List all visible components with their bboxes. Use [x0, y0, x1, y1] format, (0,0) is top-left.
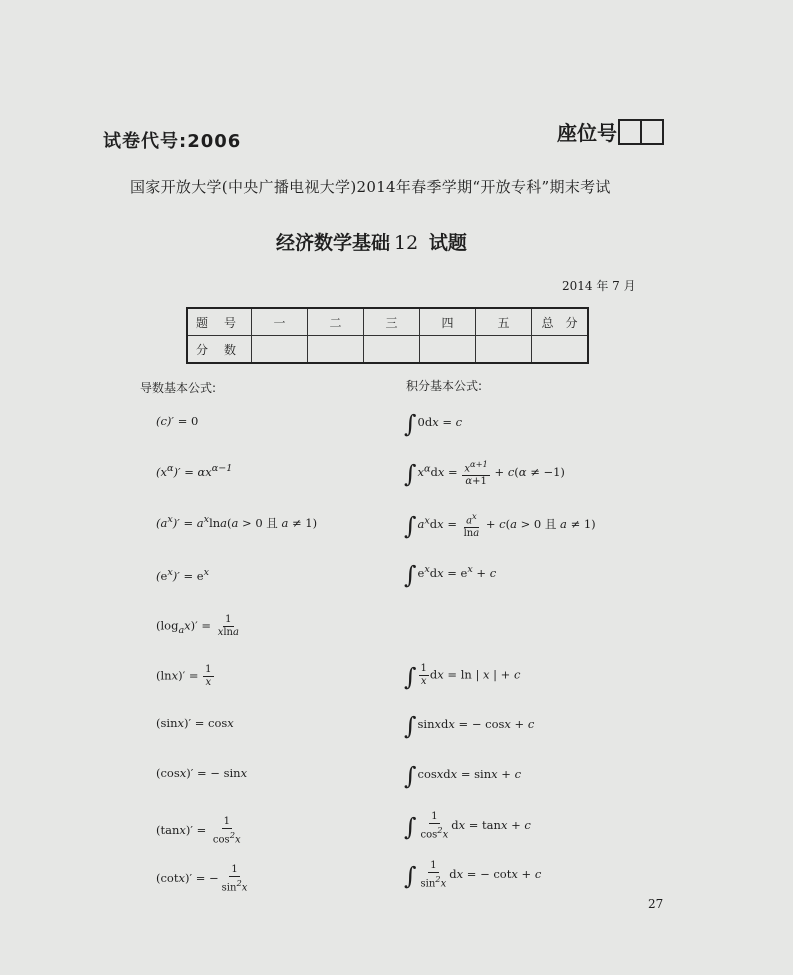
subject-title	[276, 228, 467, 255]
score-cell: 二	[308, 308, 364, 336]
score-cell: 五	[476, 308, 532, 336]
integrals-title: 积分基本公式:	[406, 379, 483, 393]
subject-name: 经济数学基础	[276, 232, 391, 254]
score-cell: 三	[364, 308, 420, 336]
formula-integral-cos: ∫cosxdx = sinx + c	[404, 762, 522, 790]
score-cell: 分 数	[187, 336, 252, 364]
score-input-cell[interactable]	[364, 336, 420, 364]
score-cell: 一	[252, 308, 308, 336]
score-table-header-row	[187, 308, 588, 336]
score-input-cell[interactable]	[252, 336, 308, 364]
formula-integral-power: $\int x^\alpha dx$ = $\frac{x^{\alpha+1}}{\alpha+1}$ + c(α ≠ −1)	[404, 459, 565, 489]
paper-code: 试卷代号:2006	[103, 131, 242, 152]
formula-derivative-ln: (lnx)′ = $\frac{1}{x}$	[156, 664, 212, 688]
formula-derivative-log: $(\log_ax)'$ = $\frac{1}{xlna}$	[156, 614, 239, 638]
formula-derivative-natural-exp: $(e^x)' = e^x$	[156, 567, 209, 583]
score-input-cell[interactable]	[476, 336, 532, 364]
formula-integral-exponential: $\int a^xdx$ = $\frac{a^x}{\ln a}$ + c(a > 0 且 a ≠ 1)	[404, 511, 596, 541]
page-number: 27	[648, 897, 664, 911]
score-cell: 题 号	[187, 308, 252, 336]
exam-date: 2014 年 7 月	[562, 279, 636, 293]
score-input-cell[interactable]	[308, 336, 364, 364]
formula-integral-sin: ∫sinxdx = − cosx + c	[404, 712, 535, 740]
formula-derivative-cot: (cotx)′ = − $\frac{1}{\sin^2x}$	[156, 864, 248, 894]
formula-integral-sec2: ∫ $\frac{1}{\cos^2x}$ dx = tanx + c	[404, 811, 531, 842]
score-table	[186, 307, 589, 364]
subject-code: 12	[394, 232, 419, 254]
subject-suffix: 试题	[428, 232, 467, 254]
formula-derivative-tan: (tanx)′ = $\frac{1}{\cos^2x}$	[156, 816, 241, 846]
formula-derivative-power: $(x^\alpha)' = \alpha x^{\alpha-1}$	[156, 463, 233, 479]
exam-title: 国家开放大学(中央广播电视大学)2014年春季学期“开放专科”期末考试	[130, 178, 611, 196]
derivatives-title: 导数基本公式:	[140, 381, 217, 395]
score-input-cell[interactable]	[532, 336, 589, 364]
formula-integral-zero: ∫0dx = c	[404, 410, 463, 438]
formula-integral-reciprocal: ∫ $\frac{1}{x}$ dx = ln | x | + c	[404, 662, 521, 691]
formula-derivative-exponential: $(a^x)' = a^x\ln a(a > 0$ 且 a ≠ 1)	[156, 514, 318, 530]
seat-boxes[interactable]	[618, 119, 664, 145]
seat-label: 座位号	[557, 121, 617, 145]
formula-integral-csc2: ∫ $\frac{1}{\sin^2x}$ dx = − cotx + c	[404, 860, 542, 891]
score-cell: 总 分	[532, 308, 589, 336]
seat-number	[557, 117, 664, 146]
formula-derivative-sin: (sinx)′ = cosx	[156, 716, 234, 730]
formula-derivative-cos: (cosx)′ = − sinx	[156, 766, 248, 780]
formula-integral-natural-exp: $\int e^xdx = e^x + c$	[404, 561, 497, 589]
score-table-score-row	[187, 336, 588, 364]
formula-derivative-constant: (c)′ = 0	[156, 414, 199, 428]
score-input-cell[interactable]	[420, 336, 476, 364]
score-cell: 四	[420, 308, 476, 336]
